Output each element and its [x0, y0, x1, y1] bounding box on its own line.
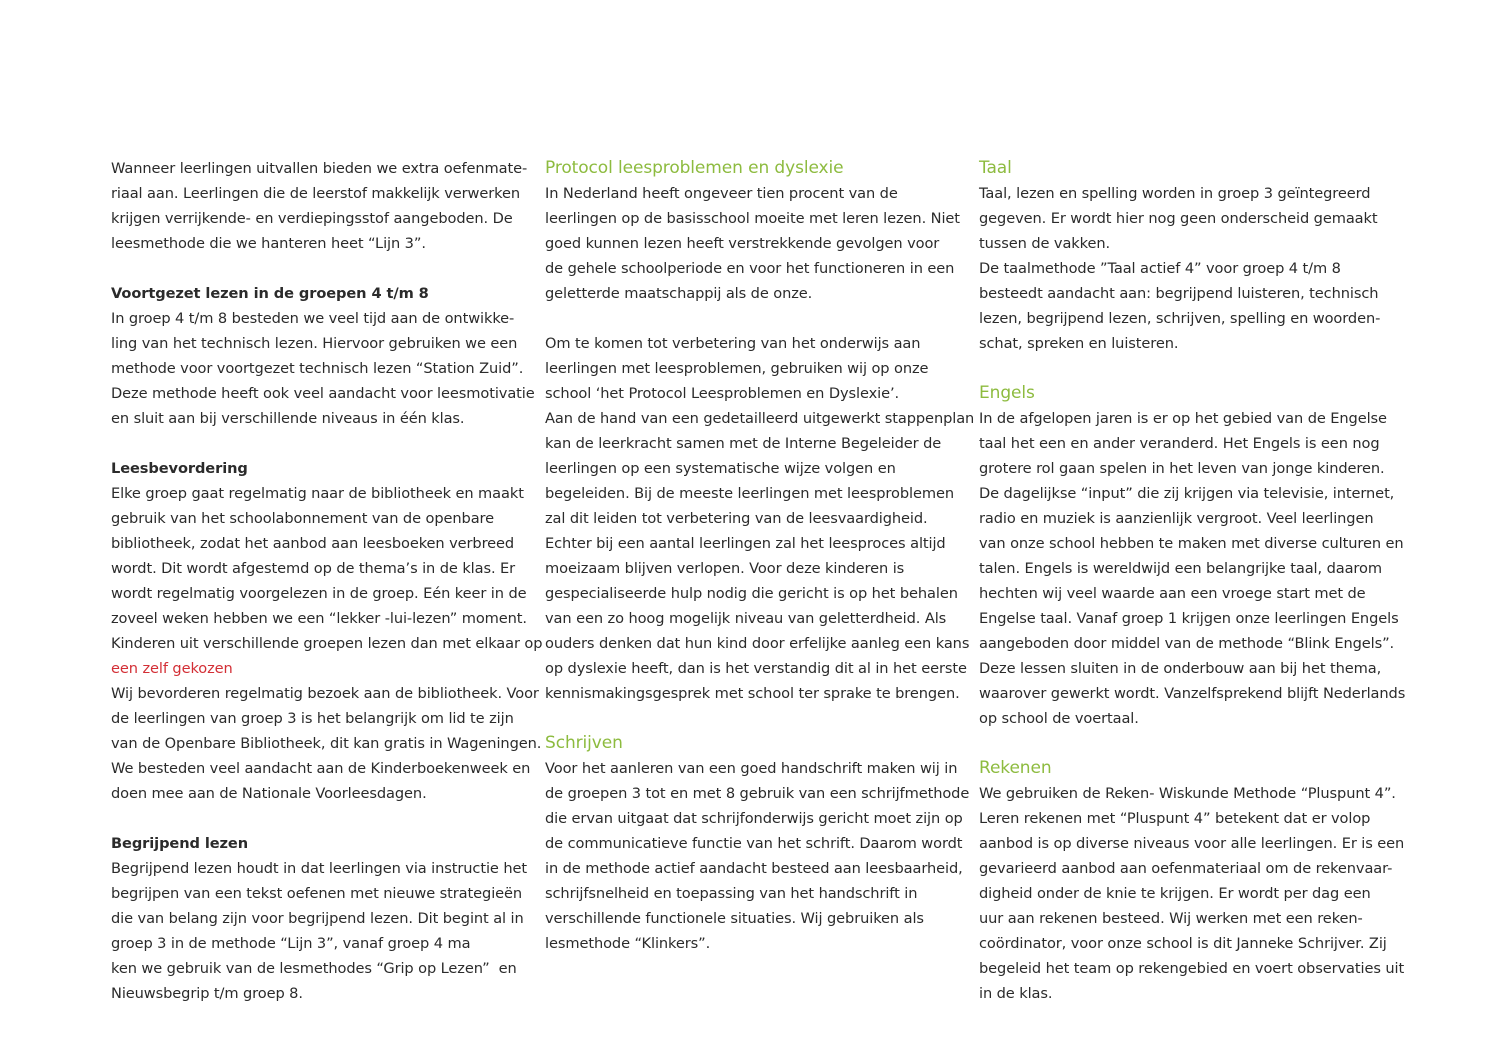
text-line: tussen de vakken.	[979, 235, 1111, 252]
text-line: krijgen verrijkende- en verdiepingsstof aangeboden. De	[111, 210, 513, 227]
text-line: riaal aan. Leerlingen die de leerstof makkelijk verwerken	[111, 185, 520, 202]
text-line: de leerlingen van groep 3 is het belangrijk om lid te zijn	[111, 710, 514, 727]
text-line: goed kunnen lezen heeft verstrekkende gevolgen voor	[545, 235, 940, 252]
text-line: leerlingen op een systematische wijze volgen en	[545, 460, 896, 477]
text-line: waarover gewerkt wordt. Vanzelfsprekend blijft Nederlands	[979, 685, 1406, 702]
text-line: radio en muziek is aanzienlijk vergroot. Veel leerlingen	[979, 510, 1374, 527]
text-line: zoveel weken hebben we een “lekker -lui-lezen” moment.	[111, 610, 527, 627]
text-line: ling van het technisch lezen. Hiervoor gebruiken we een	[111, 335, 518, 352]
text-line: school ‘het Protocol Leesproblemen en Dyslexie’.	[545, 385, 900, 402]
text-line: Echter bij een aantal leerlingen zal het leesproces altijd	[545, 535, 946, 552]
text-line: taal het een en ander veranderd. Het Engels is een nog	[979, 435, 1380, 452]
text-line: methode voor voortgezet technisch lezen “Station Zuid”.	[111, 360, 524, 377]
text-line: gevarieerd aanbod aan oefenmateriaal om de rekenvaar-	[979, 860, 1393, 877]
text-line: coördinator, voor onze school is dit Janneke Schrijver. Zij	[979, 935, 1387, 952]
text-line: leerlingen op de basisschool moeite met leren lezen. Niet	[545, 210, 960, 227]
text-line: Begrijpend lezen houdt in dat leerlingen via instructie het	[111, 860, 528, 877]
text-line: lezen, begrijpend lezen, schrijven, spelling en woorden-	[979, 310, 1381, 327]
text-line: Wanneer leerlingen uitvallen bieden we extra oefenmate-	[111, 160, 528, 177]
text-line: Deze lessen sluiten in de onderbouw aan bij het thema,	[979, 660, 1382, 677]
paragraph-gap	[545, 706, 959, 731]
paragraph-gap	[111, 431, 525, 456]
text-line: hechten wij veel waarde aan een vroege start met de	[979, 585, 1366, 602]
text-line: Wij bevorderen regelmatig bezoek aan de bibliotheek. Voor	[111, 685, 539, 702]
text-line: Aan de hand van een gedetailleerd uitgewerkt stappenplan	[545, 410, 975, 427]
text-line: zal dit leiden tot verbetering van de leesvaardigheid.	[545, 510, 928, 527]
text-line: ken we gebruik van de lesmethodes “Grip op Lezen” en	[111, 960, 517, 977]
text-line: In de afgelopen jaren is er op het gebied van de Engelse	[979, 410, 1387, 427]
text-line: moeizaam blijven verlopen. Voor deze kinderen is	[545, 560, 905, 577]
subheading: Voortgezet lezen in de groepen 4 t/m 8	[111, 285, 429, 302]
text-line: groep 3 in de methode “Lijn 3”, vanaf groep 4 ma	[111, 935, 471, 952]
text-line: geletterde maatschappij als de onze.	[545, 285, 813, 302]
text-line: kan de leerkracht samen met de Interne Begeleider de	[545, 435, 942, 452]
text-line: In Nederland heeft ongeveer tien procent van de	[545, 185, 898, 202]
section-heading: Schrijven	[545, 733, 623, 753]
section-heading: Engels	[979, 383, 1035, 403]
text-line: Taal, lezen en spelling worden in groep 3 geïntegreerd	[979, 185, 1371, 202]
text-column-middle	[545, 156, 975, 956]
text-line: verschillende functionele situaties. Wij gebruiken als	[545, 910, 924, 927]
paragraph-gap	[979, 731, 1393, 756]
subheading: Leesbevordering	[111, 460, 248, 477]
text-line: Deze methode heeft ook veel aandacht voor leesmotivatie	[111, 385, 535, 402]
text-line: Om te komen tot verbetering van het onderwijs aan	[545, 335, 921, 352]
text-line: wordt regelmatig voorgelezen in de groep. Eén keer in de	[111, 585, 527, 602]
text-line: begeleiden. Bij de meeste leerlingen met leesproblemen	[545, 485, 954, 502]
text-line: leesmethode die we hanteren heet “Lijn 3”.	[111, 235, 426, 252]
text-line: Leren rekenen met “Pluspunt 4” betekent dat er volop	[979, 810, 1371, 827]
text-line: Nieuwsbegrip t/m groep 8.	[111, 985, 303, 1002]
text-line: de communicatieve functie van het schrift. Daarom wordt	[545, 835, 963, 852]
text-line: doen mee aan de Nationale Voorleesdagen.	[111, 785, 427, 802]
text-line: de gehele schoolperiode en voor het functioneren in een	[545, 260, 955, 277]
text-line: leerlingen met leesproblemen, gebruiken wij op onze	[545, 360, 929, 377]
paragraph-gap	[111, 256, 525, 281]
text-line: op school de voertaal.	[979, 710, 1139, 727]
text-line: Voor het aanleren van een goed handschrift maken wij in	[545, 760, 958, 777]
section-heading: Protocol leesproblemen en dyslexie	[545, 158, 844, 178]
text-line: schrijfsnelheid en toepassing van het handschrift in	[545, 885, 918, 902]
paragraph-gap	[979, 356, 1393, 381]
text-line: We besteden veel aandacht aan de Kinderboekenweek en	[111, 760, 531, 777]
text-line: in de methode actief aandacht besteed aan leesbaarheid,	[545, 860, 963, 877]
subheading: Begrijpend lezen	[111, 835, 249, 852]
text-line: uur aan rekenen besteed. Wij werken met een reken-	[979, 910, 1363, 927]
text-line: gespecialiseerde hulp nodig die gericht is op het behalen	[545, 585, 958, 602]
text-line: van onze school hebben te maken met diverse culturen en	[979, 535, 1404, 552]
text-line: digheid onder de knie te krijgen. Er wordt per dag een	[979, 885, 1371, 902]
text-line: talen. Engels is wereldwijd een belangrijke taal, daarom	[979, 560, 1382, 577]
text-line: In groep 4 t/m 8 besteden we veel tijd aan de ontwikke-	[111, 310, 515, 327]
text-line: ouders denken dat hun kind door erfelijke aanleg een kans	[545, 635, 970, 652]
text-line: De dagelijkse “input” die zij krijgen via televisie, internet,	[979, 485, 1395, 502]
section-heading: Taal	[979, 158, 1012, 178]
text-line: van de Openbare Bibliotheek, dit kan gratis in Wageningen.	[111, 735, 542, 752]
text-line: en sluit aan bij verschillende niveaus in één klas.	[111, 410, 465, 427]
text-line: schat, spreken en luisteren.	[979, 335, 1179, 352]
paragraph-gap	[111, 806, 525, 831]
text-line: gegeven. Er wordt hier nog geen onderscheid gemaakt	[979, 210, 1378, 227]
text-line: Elke groep gaat regelmatig naar de bibliotheek en maakt	[111, 485, 524, 502]
text-line: We gebruiken de Reken- Wiskunde Methode “Pluspunt 4”.	[979, 785, 1396, 802]
text-line: aangeboden door middel van de methode “Blink Engels”.	[979, 635, 1395, 652]
text-line: kennismakingsgesprek met school ter sprake te brengen.	[545, 685, 960, 702]
text-line: begrijpen van een tekst oefenen met nieuwe strategieën	[111, 885, 523, 902]
text-line: op dyslexie heeft, dan is het verstandig dit al in het eerste	[545, 660, 967, 677]
text-line: begeleid het team op rekengebied en voert observaties uit	[979, 960, 1405, 977]
text-column-right	[979, 156, 1406, 1006]
text-line: grotere rol gaan spelen in het leven van jonge kinderen.	[979, 460, 1385, 477]
text-line: de groepen 3 tot en met 8 gebruik van een schrijfmethode	[545, 785, 970, 802]
paragraph-gap	[545, 306, 959, 331]
section-heading: Rekenen	[979, 758, 1052, 778]
highlighted-text: een zelf gekozen	[111, 660, 233, 677]
text-line: aanbod is op diverse niveaus voor alle leerlingen. Er is een	[979, 835, 1405, 852]
text-line: De taalmethode ”Taal actief 4” voor groep 4 t/m 8	[979, 260, 1341, 277]
text-line: in de klas.	[979, 985, 1053, 1002]
text-line: Engelse taal. Vanaf groep 1 krijgen onze leerlingen Engels	[979, 610, 1399, 627]
text-line: die van belang zijn voor begrijpend lezen. Dit begint al in	[111, 910, 524, 927]
text-line: wordt. Dit wordt afgestemd op de thema’s in de klas. Er	[111, 560, 516, 577]
text-column-left	[111, 156, 543, 1006]
text-line: van een zo hoog mogelijk niveau van geletterdheid. Als	[545, 610, 947, 627]
text-line: bibliotheek, zodat het aanbod aan leesboeken verbreed	[111, 535, 515, 552]
text-line: lesmethode “Klinkers”.	[545, 935, 711, 952]
text-line: besteedt aandacht aan: begrijpend luisteren, technisch	[979, 285, 1379, 302]
text-line: Kinderen uit verschillende groepen lezen dan met elkaar op	[111, 635, 543, 652]
text-line: gebruik van het schoolabonnement van de openbare	[111, 510, 494, 527]
text-line: die ervan uitgaat dat schrijfonderwijs gericht moet zijn op	[545, 810, 963, 827]
